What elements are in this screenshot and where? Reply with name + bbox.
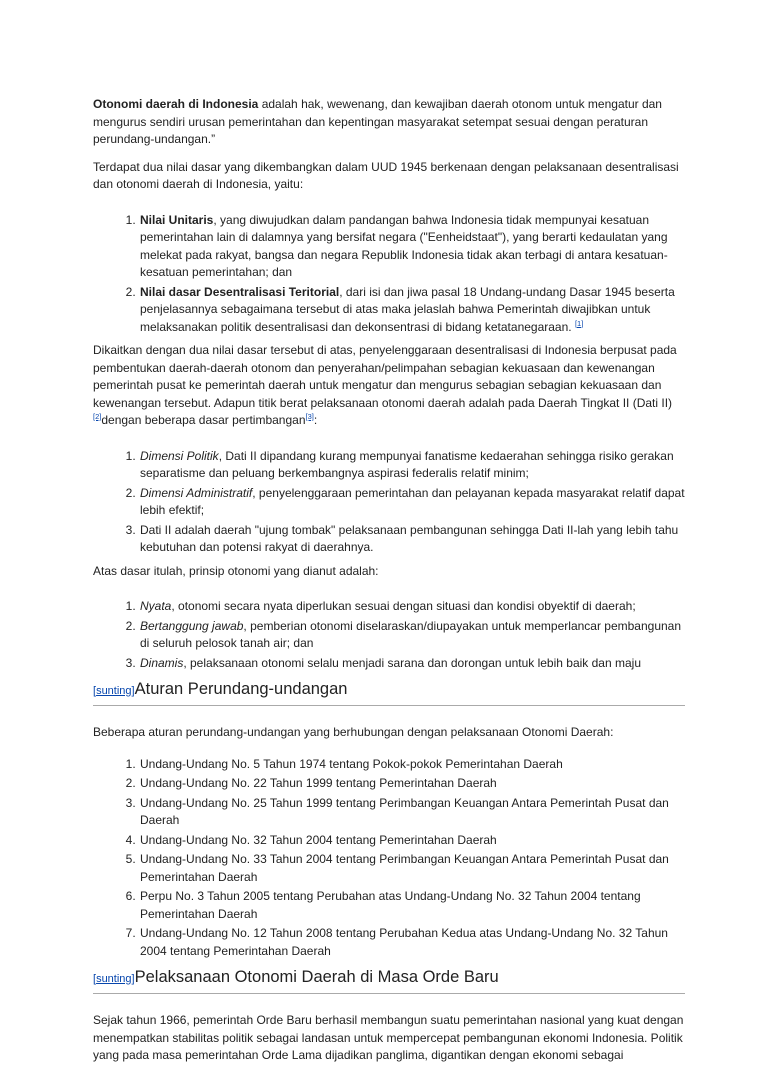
- nilai-term: Nilai dasar Desentralisasi Teritorial: [140, 284, 340, 299]
- prinsip-list: [93, 598, 685, 672]
- reference-link[interactable]: [2]: [93, 412, 102, 421]
- reference-link[interactable]: [3]: [305, 412, 314, 421]
- dimensi-list: [93, 448, 685, 557]
- list-item: 2. Dimensi Administratif, penyelenggaraan pemerintahan dan pelayanan kepada masyarakat relatif dapat lebih efektif;: [139, 485, 685, 520]
- list-item: 3. Undang-Undang No. 25 Tahun 1999 tentang Perimbangan Keuangan Antara Pemerintah Pusat dan Daerah: [139, 795, 685, 830]
- nilai-term: Nilai Unitaris: [140, 212, 214, 227]
- list-item: 1. Undang-Undang No. 5 Tahun 1974 tentang Pokok-pokok Pemerintahan Daerah: [139, 756, 685, 774]
- desentralisasi-paragraph: Dikaitkan dengan dua nilai dasar tersebut di atas, penyelenggaraan desentralisasi di Indonesia berpusat pada pembentukan daerah-daerah otonom dan penyerahan/pelimpahan sebagian kekuasaan dan kewenangan pemerintah pusat ke pemerintah daerah untuk mengatur dan mengurus sebagian sebagian kekuasaan dan kewenangan tersebut. Adapun titik berat pelaksanaan otonomi daerah adalah pada Daerah Tingkat II (Dati II)[2]dengan beberapa dasar pertimbangan[3]:: [93, 343, 677, 427]
- list-item: 5. Undang-Undang No. 33 Tahun 2004 tentang Perimbangan Keuangan Antara Pemerintah Pusat dan Pemerintahan Daerah: [139, 851, 685, 886]
- aturan-list: [93, 756, 685, 961]
- intro-term: Otonomi daerah di Indonesia: [93, 97, 259, 111]
- edit-section-link[interactable]: [sunting]: [93, 685, 135, 697]
- edit-section-link[interactable]: [sunting]: [93, 973, 135, 985]
- list-item: 1. Dimensi Politik, Dati II dipandang kurang mempunyai fanatisme kedaerahan sehingga risiko gerakan separatisme dan peluang berkembangnya aspirasi federalis relatif minim;: [139, 448, 685, 483]
- reference-link[interactable]: [1]: [574, 318, 584, 328]
- intro-definition: adalah hak, wewenang, dan kewajiban daerah otonom untuk mengatur dan mengurus sendiri urusan pemerintahan dan kepentingan masyarakat setempat sesuai dengan peraturan perundang-undangan.”: [93, 97, 662, 146]
- list-item: 2. Nilai dasar Desentralisasi Teritorial, dari isi dan jiwa pasal 18 Undang-undang Dasar 1945 beserta penjelasannya sebagaimana tersebut di atas maka jelaslah bahwa Pemerintah diwajibkan untuk melaksanakan politik desentralisasi dan dekonsentrasi di bidang ketatanegaraan. [1]: [139, 284, 685, 337]
- prinsip-intro-paragraph: Atas dasar itulah, prinsip otonomi yang dianut adalah:: [93, 563, 379, 578]
- section-heading-orde-baru: [93, 966, 685, 994]
- orde-baru-paragraph: Sejak tahun 1966, pemerintah Orde Baru berhasil membangun suatu pemerintahan nasional yang kuat dengan menempatkan stabilitas politik sebagai landasan untuk mempercepat pembangunan ekonomi Indonesia. Politik yang pada masa pemerintahan Orde Lama dijadikan panglima, digantikan dengan ekonomi sebagai: [93, 1013, 684, 1062]
- list-item: 2. Bertanggung jawab, pemberian otonomi diselaraskan/diupayakan untuk memperlancar pembangunan di seluruh pelosok tanah air; dan: [139, 618, 685, 653]
- list-item: 7. Undang-Undang No. 12 Tahun 2008 tentang Perubahan Kedua atas Undang-Undang No. 32 Tahun 2004 tentang Pemerintahan Daerah: [139, 925, 685, 960]
- section-title: Pelaksanaan Otonomi Daerah di Masa Orde Baru: [134, 968, 499, 986]
- article-body: [93, 96, 685, 1075]
- list-item: 6. Perpu No. 3 Tahun 2005 tentang Perubahan atas Undang-Undang No. 32 Tahun 2004 tentang Pemerintahan Daerah: [139, 888, 685, 923]
- nilai-intro-paragraph: Terdapat dua nilai dasar yang dikembangkan dalam UUD 1945 berkenaan dengan pelaksanaan desentralisasi dan otonomi daerah di Indonesia, yaitu:: [93, 159, 679, 191]
- aturan-intro-paragraph: Beberapa aturan perundang-undangan yang berhubungan dengan pelaksanaan Otonomi Daerah:: [93, 725, 614, 739]
- nilai-list: [93, 212, 685, 337]
- list-item: 4. Undang-Undang No. 32 Tahun 2004 tentang Pemerintahan Daerah: [139, 832, 685, 850]
- section-title: Aturan Perundang-undangan: [134, 680, 348, 698]
- list-item: 1. Nyata, otonomi secara nyata diperlukan sesuai dengan situasi dan kondisi obyektif di daerah;: [139, 598, 685, 616]
- list-item: 1. Nilai Unitaris, yang diwujudkan dalam pandangan bahwa Indonesia tidak mempunyai kesatuan pemerintahan lain di dalamnya yang bersifat negara ("Eenheidstaat"), yang berarti kedaulatan yang melekat pada rakyat, bangsa dan negara Republik Indonesia tidak akan terbagi di antara kesatuan-kesatuan pemerintahan; dan: [139, 212, 685, 282]
- list-item: 3. Dati II adalah daerah "ujung tombak" pelaksanaan pembangunan sehingga Dati II-lah yang lebih tahu kebutuhan dan potensi rakyat di daerahnya.: [139, 522, 685, 557]
- list-item: 3. Dinamis, pelaksanaan otonomi selalu menjadi sarana dan dorongan untuk lebih baik dan maju: [139, 655, 685, 673]
- section-heading-aturan: [93, 678, 685, 706]
- intro-paragraph: [93, 96, 685, 149]
- list-item: 2. Undang-Undang No. 22 Tahun 1999 tentang Pemerintahan Daerah: [139, 775, 685, 793]
